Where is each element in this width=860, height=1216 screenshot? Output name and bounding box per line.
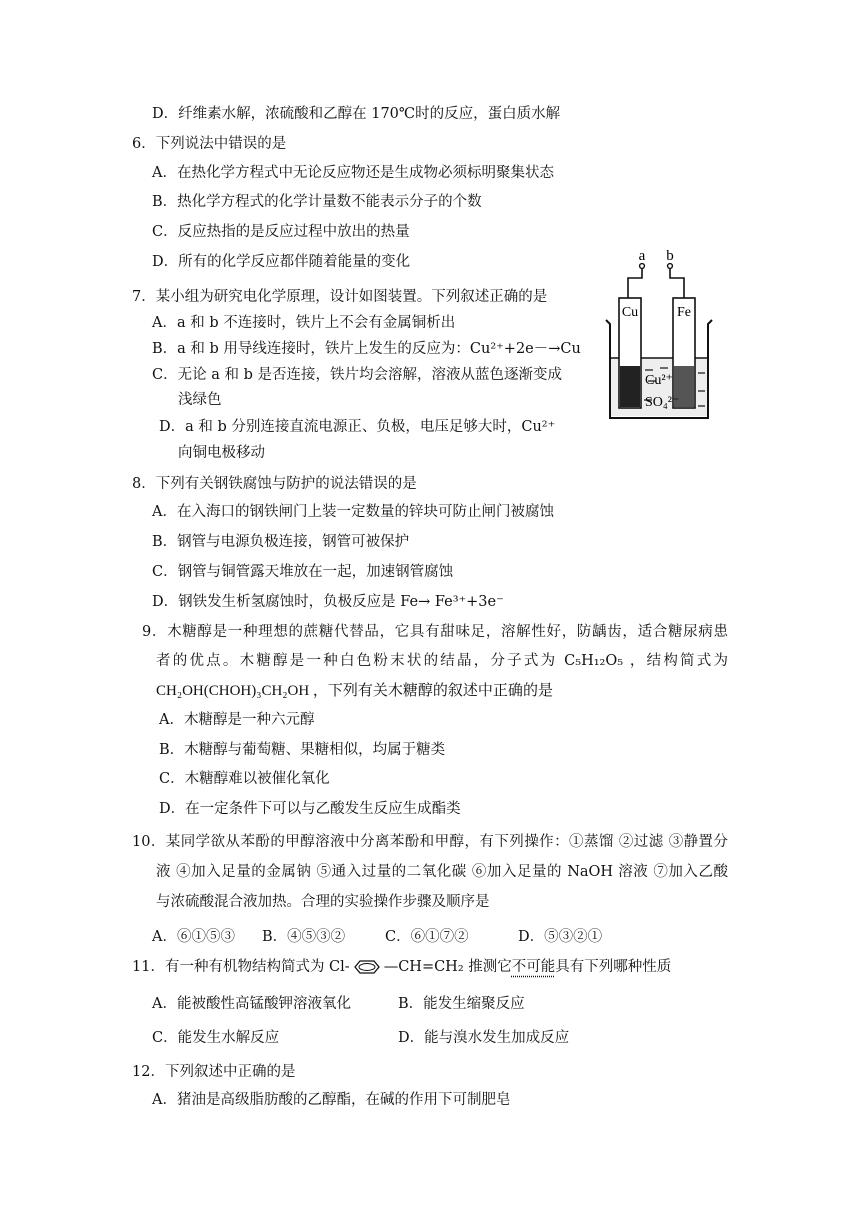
q10-stem-line2: 液 ④加入足量的金属钠 ⑤通入过量的二氧化碳 ⑥加入足量的 NaOH 溶液 ⑦加入乙酸 xyxy=(156,864,728,880)
q9-option-a: A．木糖醇是一种六元醇 xyxy=(159,712,315,728)
q6-option-c: C．反应热指的是反应过程中放出的热量 xyxy=(152,224,410,240)
q7-option-c-line1: C．无论 a 和 b 是否连接，铁片均会溶解，溶液从蓝色逐渐变成 xyxy=(152,367,562,383)
q12-option-a: A．猪油是高级脂肪酸的乙醇酯，在碱的作用下可制肥皂 xyxy=(152,1092,511,1108)
q6-option-d: D．所有的化学反应都伴随着能量的变化 xyxy=(152,254,411,270)
terminal-b xyxy=(668,264,673,269)
q10-option-a: A．⑥①⑤③ xyxy=(152,929,235,945)
benzene-ring-icon xyxy=(350,959,384,975)
q9-option-b: B．木糖醇与葡萄糖、果糖相似，均属于糖类 xyxy=(159,742,446,758)
q11-emphasis-not-possible xyxy=(512,959,556,975)
q6-option-b: B．热化学方程式的化学计量数不能表示分子的个数 xyxy=(152,194,482,210)
q11-stem xyxy=(132,957,671,977)
terminal-a-label: a xyxy=(638,248,646,264)
terminal-b-label: b xyxy=(666,248,674,264)
ion-cu-label: Cu²⁺ xyxy=(645,373,673,388)
q7-option-c-line2: 浅绿色 xyxy=(178,392,222,408)
q7-option-a: A．a 和 b 不连接时，铁片上不会有金属铜析出 xyxy=(152,315,456,331)
q8-stem: 8．下列有关钢铁腐蚀与防护的说法错误的是 xyxy=(132,476,417,492)
q11-stem-suffix: 具有下列哪种性质 xyxy=(555,959,672,975)
q8-option-a: A．在入海口的钢铁闸门上装一定数量的锌块可防止闸门被腐蚀 xyxy=(152,504,554,520)
q9-option-c: C．木糖醇难以被催化氧化 xyxy=(159,771,330,787)
q10-option-b: B．④⑤③② xyxy=(262,929,346,945)
electrode-cu-label: Cu xyxy=(621,305,639,320)
electrolysis-apparatus-figure xyxy=(598,248,718,426)
q11-stem-middle: —CH=CH₂ 推测它 xyxy=(383,959,512,975)
copper-electrode-immersed xyxy=(620,366,640,407)
q7-option-d-line2: 向铜电极移动 xyxy=(178,445,265,461)
electrode-fe-label: Fe xyxy=(677,305,691,320)
q9-stem-line1: 9．木糖醇是一种理想的蔗糖代替品，它具有甜味足，溶解性好，防龋齿，适合糖尿病患 xyxy=(142,624,728,640)
q6-stem: 6．下列说法中错误的是 xyxy=(132,136,287,152)
q7-option-d-line1: D．a 和 b 分别连接直流电源正、负极，电压足够大时，Cu²⁺ xyxy=(159,419,556,435)
q11-option-c: C．能发生水解反应 xyxy=(152,1030,280,1046)
q9-stem-line3: CH₂OH(CHOH)₃CH₂OH ，下列有关木糖醇的叙述中正确的是 xyxy=(156,683,553,699)
q9-stem-line2: 者的优点。木糖醇是一种白色粉末状的结晶，分子式为 C₅H₁₂O₅ ，结构简式为 xyxy=(156,653,728,669)
q10-option-d: D．⑤③②① xyxy=(518,929,603,945)
q8-option-b: B．钢管与电源负极连接，钢管可被保护 xyxy=(152,534,410,550)
q9-option-d: D．在一定条件下可以与乙酸发生反应生成酯类 xyxy=(159,801,461,817)
q11-stem-prefix: 11．有一种有机物结构简式为 Cl- xyxy=(132,959,350,975)
q11-emphasis-text: 不可能 xyxy=(511,959,556,975)
q10-stem-line3: 与浓硫酸混合液加热。合理的实验操作步骤及顺序是 xyxy=(156,894,490,910)
q10-option-c: C．⑥①⑦② xyxy=(385,929,469,945)
q12-stem: 12．下列叙述中正确的是 xyxy=(132,1064,296,1080)
q11-option-a: A．能被酸性高锰酸钾溶液氧化 xyxy=(152,996,351,1012)
ion-so4-label: SO₄²⁻ xyxy=(645,395,680,410)
q5-option-d: D．纤维素水解，浓硫酸和乙醇在 170℃时的反应，蛋白质水解 xyxy=(152,106,561,122)
q7-option-b: B．a 和 b 用导线连接时，铁片上发生的反应为：Cu²⁺+2e－→Cu xyxy=(152,341,581,357)
q8-option-c: C．钢管与铜管露天堆放在一起，加速钢管腐蚀 xyxy=(152,564,454,580)
q11-option-d: D．能与溴水发生加成反应 xyxy=(398,1030,570,1046)
terminal-a xyxy=(640,264,645,269)
q10-stem-line1: 10．某同学欲从苯酚的甲醇溶液中分离苯酚和甲醇，有下列操作：①蒸馏 ②过滤 ③静置分 xyxy=(132,834,728,850)
q11-option-b: B．能发生缩聚反应 xyxy=(398,996,525,1012)
q7-stem: 7．某小组为研究电化学原理，设计如图装置。下列叙述正确的是 xyxy=(132,289,548,305)
q8-option-d: D．钢铁发生析氢腐蚀时，负极反应是 Fe→ Fe³⁺+3e⁻ xyxy=(152,594,504,610)
q6-option-a: A．在热化学方程式中无论反应物还是生成物必须标明聚集状态 xyxy=(152,165,554,181)
